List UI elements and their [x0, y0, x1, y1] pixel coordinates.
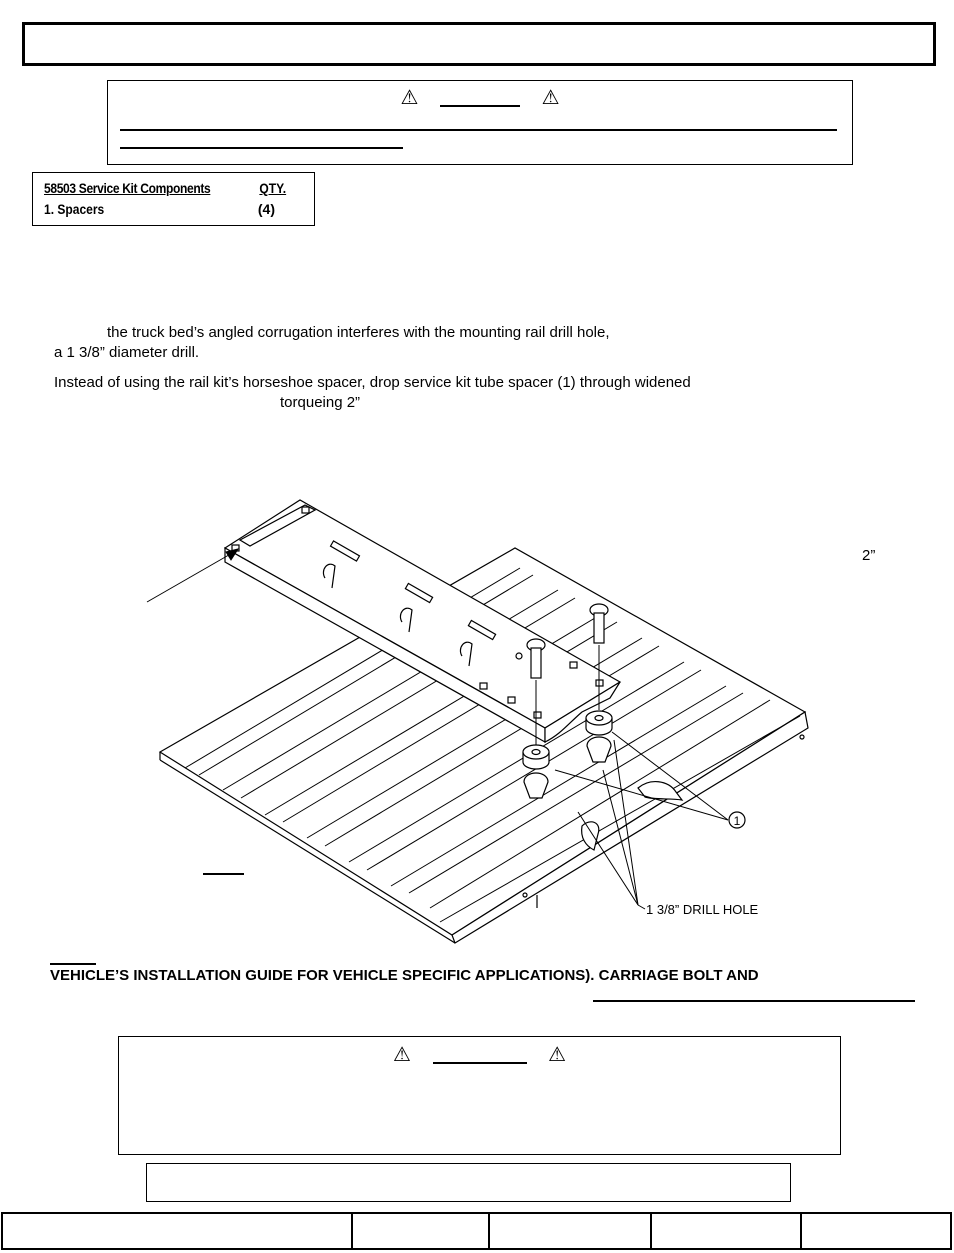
warning-underline [120, 129, 837, 131]
kit-components-table [32, 172, 315, 226]
footer-cell [490, 1214, 652, 1248]
table-row [44, 201, 304, 219]
footer-table [1, 1212, 952, 1250]
kit-item-qty: (4) [257, 201, 275, 217]
bottom-text-line: VEHICLE’S INSTALLATION GUIDE FOR VEHICLE SPECIFIC APPLICATIONS). CARRIAGE BOLT AND [50, 967, 759, 984]
caution-header [119, 1042, 840, 1067]
warning-icon: ⚠ [400, 87, 419, 109]
caution-box [118, 1036, 841, 1155]
kit-item-name: 1. Spacers [44, 201, 105, 217]
body-text-line: Instead of using the rail kit’s horseshoe spacer, drop service kit tube spacer (1) through widened [54, 374, 691, 391]
warning-icon: ⚠ [541, 87, 560, 109]
footer-cell [353, 1214, 490, 1248]
title-bar [22, 22, 936, 66]
warning-underline [120, 147, 403, 149]
warning-icon: ⚠ [548, 1044, 567, 1066]
kit-table-header [44, 180, 304, 198]
bottom-underline [50, 963, 96, 965]
footer-cell [652, 1214, 802, 1248]
drill-hole-label: 1 3/8” DRILL HOLE [646, 902, 759, 917]
footer-cell [802, 1214, 950, 1248]
warning-icon: ⚠ [392, 1044, 411, 1066]
kit-header-name: 58503 Service Kit Components [44, 180, 211, 196]
body-text-line: a 1 3/8” diameter drill. [54, 344, 200, 361]
note-box [146, 1163, 791, 1202]
side-note: 2” [862, 547, 876, 564]
kit-header-qty: QTY. [259, 180, 286, 196]
warning-title-underline [440, 91, 520, 107]
installation-diagram [140, 490, 830, 950]
body-text-line: torqueing 2” [280, 394, 361, 411]
callout-number: 1 [733, 814, 741, 828]
footer-cell [3, 1214, 353, 1248]
body-text-line: the truck bed’s angled corrugation interferes with the mounting rail drill hole, [107, 324, 610, 341]
bottom-underline [593, 1000, 915, 1002]
warning-box [107, 80, 853, 165]
warning-header [108, 85, 852, 110]
caution-title-underline [433, 1048, 527, 1064]
